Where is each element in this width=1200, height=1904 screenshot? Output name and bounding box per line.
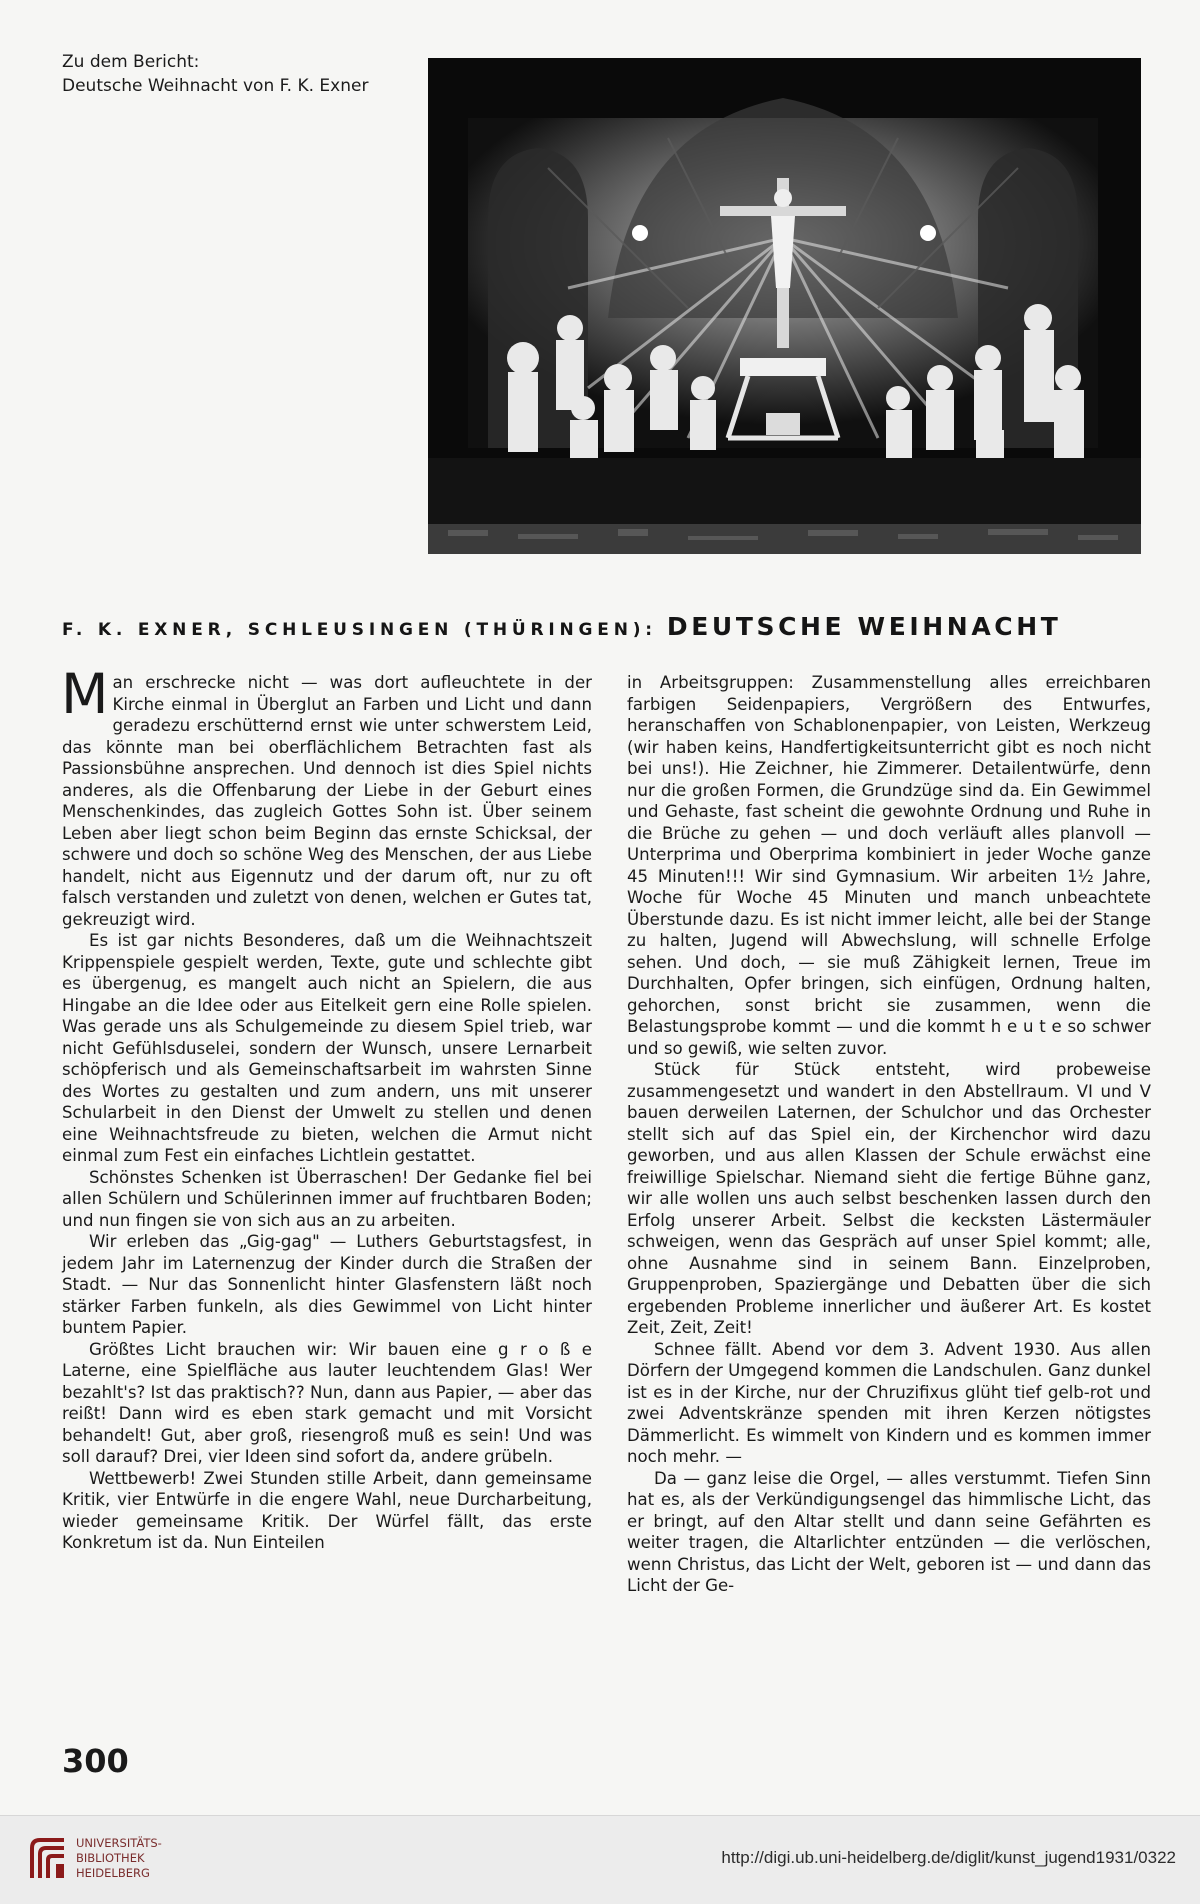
permalink-url[interactable]: http://digi.ub.uni-heidelberg.de/diglit/kunst_jugend1931/0322 (721, 1848, 1176, 1867)
nativity-play-stage-photo (428, 58, 1141, 554)
paragraph: Wettbewerb! Zwei Stunden stille Arbeit, dann gemeinsame Kritik, vier Entwürfe in die engere Wahl, neue Durcharbeitung, wieder gemeinsame Kritik. Der Würfel fällt, das erste Konkretum ist da. Nun Einteilen (62, 1468, 592, 1552)
caption-line-2: Deutsche Weihnacht von F. K. Exner (62, 76, 369, 96)
photo-caption (62, 50, 392, 98)
library-name-line: HEIDELBERG (76, 1866, 150, 1880)
caption-line-1: Zu dem Bericht: (62, 52, 200, 72)
drop-cap: M (61, 662, 109, 726)
library-name-line: BIBLIOTHEK (76, 1851, 145, 1865)
paragraph: Man erschrecke nicht — was dort aufleuchtete in der Kirche einmal in Überglut an Farben und Licht und dann geradezu erschütternd ernst wie unter schwerstem Leid, das könnte man bei oberflächlichem Betrachten fast als Passionsbühne ansprechen. Und dennoch ist dies Spiel nichts anderes, als die Offenbarung der Liebe in der Geburt eines Menschenkindes, das zugleich Gottes Sohn ist. Über seinem Leben aber liegt schon beim Beginn das ernste Schicksal, der schwere und doch so schöne Weg des Menschen, der aus Liebe handelt, nicht aus Eigennutz und der darum oft, nur zu oft falsch verstanden und zuletzt von denen, welchen er Gutes tat, gekreuzigt wird. (61, 662, 592, 929)
paragraph: Da — ganz leise die Orgel, — alles verstummt. Tiefen Sinn hat es, als der Verkündigungsengel das himmlische Licht, das er bringt, auf den Altar stellt und dann seine Gefährten es weiter tragen, die Altarlichter entzünden — die verlöschen, wenn Christus, das Licht der Welt, geboren ist — und dann das Licht der Ge- (627, 1468, 1151, 1595)
left-text-column (61, 662, 592, 1554)
article-headline (62, 612, 1142, 648)
page-number: 300 (62, 1742, 129, 1780)
article-title: DEUTSCHE WEIHNACHT (666, 612, 1062, 641)
paragraph: Schönstes Schenken ist Überraschen! Der Gedanke fiel bei allen Schülern und Schülerinnen immer auf fruchtbaren Boden; und nun fingen sie von sich aus an zu arbeiten. (62, 1167, 592, 1230)
paragraph: Größtes Licht brauchen wir: Wir bauen eine g r o ß e Laterne, eine Spielfläche aus lauter leuchtendem Glas! Wer bezahlt's? Ist das praktisch?? Nun, dann aus Papier, — aber das reißt! Dann wird es eben stark gemacht und mit Vorsicht behandelt! Gut, aber groß, riesengroß muß es sein! Und was soll darauf? Drei, vier Ideen sind sofort da, andere grübeln. (62, 1339, 592, 1466)
library-logo-icon[interactable] (26, 1834, 70, 1884)
right-text-column (627, 672, 1151, 1597)
paragraph: Wir erleben das „Gig-gag" — Luthers Geburtstagsfest, in jedem Jahr im Laternenzug der Kinder durch die Straßen der Stadt. — Nur das Sonnenlicht hinter Glasfenstern läßt noch stärker Farben funkeln, als dies Gewimmel von Licht hinter buntem Papier. (62, 1232, 592, 1337)
library-footer-bar (0, 1815, 1200, 1904)
paragraph: Schnee fällt. Abend vor dem 3. Advent 1930. Aus allen Dörfern der Umgegend kommen die Landschulen. Ganz dunkel ist es in der Kirche, nur der Chruzifixus glüht tief gelb-rot und zwei Adventskränze spenden mit ihren Kerzen nötigstes Dämmerlicht. Es wimmelt von Kindern und es kommen immer noch mehr. — (627, 1339, 1151, 1466)
library-name[interactable] (76, 1836, 226, 1881)
paragraph: Stück für Stück entsteht, wird probeweise zusammengesetzt und wandert in den Abstellraum. VI und V bauen derweilen Laternen, der Schulchor und das Orchester stellt sich auf das Spiel ein, der Kirchenchor wird dazu geworben, und aus allen Klassen der Schule erwächst eine freiwillige Spielschar. Niemand sieht die fertige Bühne ganz, wir alle wollen uns auch selbst beschenken lassen durch den Erfolg unserer Arbeit. Selbst die kecksten Lästermäuler schweigen, wenn das Gespräch auf unser Spiel kommt; alle, ohne Ausnahme sind in seinem Bann. Einzelproben, Gruppenproben, Spaziergänge und Debatten über die sich ergebenden Probleme innerlicher und äußerer Art. Es kostet Zeit, Zeit, Zeit! (627, 1060, 1151, 1337)
paragraph: Es ist gar nichts Besonderes, daß um die Weihnachtszeit Krippenspiele gespielt werden, Texte, gute und schlechte gibt es übergenug, es mangelt auch nicht an Spielern, die aus Hingabe an die Idee oder aus Eitelkeit gern eine Rolle spielen. Was gerade uns als Schulgemeinde zu diesem Spiel trieb, war nicht Gefühlsduselei, sondern der Wunsch, unsere Lernarbeit schöpferisch und als Gemeinschaftsarbeit im wahrsten Sinne des Wortes zu gestalten und zum andern, uns mit unserer Schularbeit in den Dienst der Umwelt zu stellen und denen eine Weihnachtsfreude zu bieten, welchen die Armut nicht einmal zum Fest ein einfaches Lichtlein gestattet. (62, 931, 592, 1165)
stage-photo-illustration (428, 58, 1141, 554)
article-author: F. K. EXNER, SCHLEUSINGEN (THÜRINGEN): (62, 620, 657, 640)
paragraph: in Arbeitsgruppen: Zusammenstellung alles erreichbaren farbigen Seidenpapiers, Vergrößern des Entwurfes, heranschaffen von Schablonenpapier, von Leisten, Werkzeug (wir haben keins, Handfertigkeitsunterricht gibt es noch nicht bei uns!). Hie Zeichner, hie Zimmerer. Detailentwürfe, denn nur die großen Formen, die Grundzüge sind da. Ein Gewimmel und Gehaste, fast scheint die gewohnte Ordnung und Ruhe in die Brüche zu gehen — und doch verläuft alles planvoll — Unterprima und Oberprima kombiniert in jeder Woche ganze 45 Minuten!!! Wir sind Gymnasium. Wir arbeiten 1½ Jahre, Woche für Woche 45 Minuten und manch unbeachtete Überstunde dazu. Es ist nicht immer leicht, alle bei der Stange zu halten, Jugend will Abwechslung, will schnelle Erfolge sehen. Und doch, — sie muß Zähigkeit lernen, Treue im Durchhalten, Opfer bringen, sich einfügen, Ordnung halten, gehorchen, sonst bricht sie zusammen, wenn die Belastungsprobe kommt — und die kommt h e u t e so schwer und so gewiß, wie selten zuvor. (627, 673, 1151, 1058)
library-name-line: UNIVERSITÄTS- (76, 1836, 162, 1850)
